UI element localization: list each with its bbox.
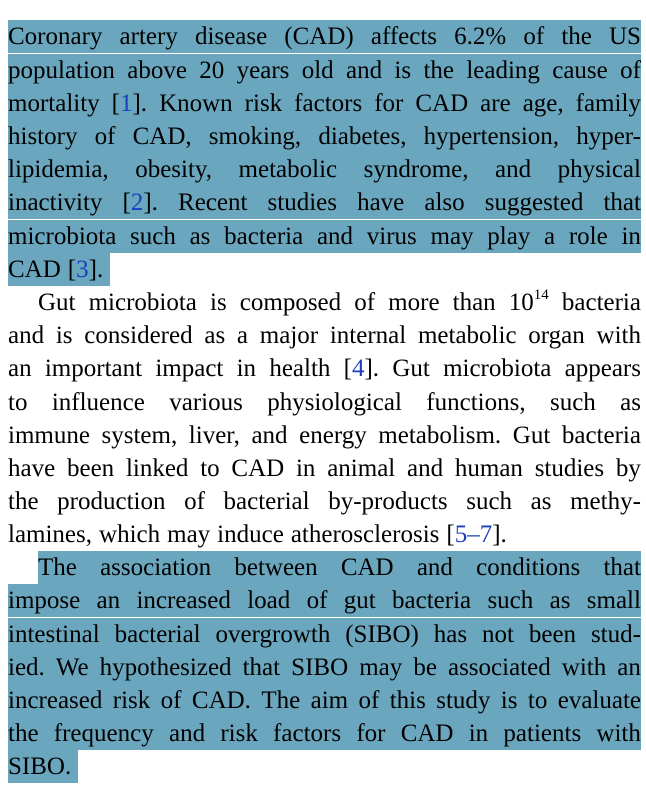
citation: [5–7]. <box>446 521 507 548</box>
citation: [2]. <box>122 189 158 216</box>
word: a <box>544 223 556 250</box>
word: such <box>549 389 596 416</box>
word: have <box>357 189 405 216</box>
word: in <box>621 223 641 250</box>
word: syndrome, <box>363 156 469 183</box>
word: cause <box>552 57 608 84</box>
word: influence <box>51 389 145 416</box>
word: to <box>200 455 220 482</box>
exponent: 14 <box>533 287 549 303</box>
word: of <box>523 23 545 50</box>
word: this <box>389 687 426 714</box>
word: factors <box>294 90 363 117</box>
word: between <box>234 554 318 581</box>
word: as <box>189 223 211 250</box>
word: been <box>66 455 115 482</box>
word: aim <box>310 687 349 714</box>
word: energy <box>299 422 367 449</box>
word: ied. <box>8 654 45 681</box>
word: SIBO <box>291 654 349 681</box>
word: to <box>8 389 28 416</box>
word: of <box>160 687 182 714</box>
word: bacteria <box>224 223 304 250</box>
word: hypothesized <box>99 654 232 681</box>
p1-line-7 <box>8 220 641 253</box>
word: metabolic <box>238 156 338 183</box>
word: old <box>301 57 334 84</box>
word: factors <box>273 720 342 747</box>
word: to <box>527 687 548 714</box>
word: metabolism. <box>378 422 502 449</box>
word: Coronary <box>8 23 103 50</box>
word: are <box>480 90 511 117</box>
word: overgrowth <box>215 621 331 648</box>
word: for <box>374 90 404 117</box>
word: artery <box>119 23 178 50</box>
word: population <box>8 57 115 84</box>
word: bacteria <box>561 289 641 316</box>
word: and <box>251 422 288 449</box>
p2-line-4 <box>8 386 641 419</box>
word: bacteria <box>561 422 641 449</box>
word: is <box>394 57 412 84</box>
word: affects <box>370 23 438 50</box>
word: as <box>530 488 552 515</box>
p2-line-1 <box>8 286 641 319</box>
word: hyper- <box>576 123 641 150</box>
word: the <box>561 23 592 50</box>
word: is <box>210 289 227 316</box>
p3-line-5 <box>8 684 641 717</box>
word: system, <box>101 422 178 449</box>
word: (CAD) <box>284 23 354 50</box>
p2-line-3 <box>8 352 641 385</box>
word: of <box>184 488 205 515</box>
p1-line-2 <box>8 54 641 87</box>
word: above <box>127 57 187 84</box>
word: microbiota <box>8 223 117 250</box>
word: health <box>269 355 331 382</box>
word: induce <box>217 521 284 548</box>
word: mortality <box>8 90 100 117</box>
word: increased <box>8 687 103 714</box>
word: (SIBO) <box>345 621 419 648</box>
word: CAD <box>340 554 394 581</box>
word: in <box>295 455 316 482</box>
word: leading <box>466 57 540 84</box>
word: with <box>561 654 607 681</box>
word: and <box>345 57 383 84</box>
word: microbiota <box>88 289 197 316</box>
word: small <box>586 587 641 614</box>
word: Known <box>159 90 233 117</box>
word: such <box>487 587 534 614</box>
word: which <box>99 521 161 548</box>
p1-line-1 <box>8 20 641 53</box>
word: risk <box>112 687 151 714</box>
word: than <box>452 289 496 316</box>
word: The <box>38 554 77 581</box>
word: lipidemia, <box>8 156 109 183</box>
word: and <box>168 720 206 747</box>
word: as <box>204 322 226 349</box>
word: increased <box>136 587 231 614</box>
word: lamines, <box>8 521 93 548</box>
word: may <box>359 654 403 681</box>
word: conditions <box>476 554 581 581</box>
word: gut <box>343 587 376 614</box>
word: production <box>57 488 166 515</box>
word: may <box>167 521 211 548</box>
word: bacterial <box>114 621 201 648</box>
word: important <box>44 355 143 382</box>
word: appears <box>564 355 641 382</box>
word: impact <box>155 355 224 382</box>
word: that <box>242 654 281 681</box>
word: by-products <box>328 488 448 515</box>
word: Gut <box>38 289 76 316</box>
p3-line-4 <box>8 651 641 684</box>
word: been <box>528 621 577 648</box>
word: with <box>596 720 641 747</box>
word: considered <box>84 322 193 349</box>
word: studies <box>267 189 337 216</box>
word: risk <box>244 90 283 117</box>
p3-line-1 <box>8 551 641 584</box>
word: such <box>466 488 513 515</box>
word: the <box>8 488 39 515</box>
word: a <box>236 322 249 349</box>
word: We <box>55 654 89 681</box>
word: of <box>620 57 641 84</box>
word: as <box>549 587 571 614</box>
word: physiological <box>267 389 402 416</box>
word: Recent <box>178 189 248 216</box>
word: years <box>236 57 290 84</box>
word: by <box>615 455 641 482</box>
word: associated <box>447 654 551 681</box>
p1-line-8 <box>8 253 110 286</box>
word: Gut <box>392 355 430 382</box>
word: virus <box>366 223 417 250</box>
word: disease <box>194 23 268 50</box>
p3-line-2 <box>8 584 641 617</box>
word: bacteria <box>392 587 472 614</box>
word: composed <box>239 289 342 316</box>
word: that <box>603 554 641 581</box>
word: bacterial <box>223 488 310 515</box>
word: suggested <box>484 189 584 216</box>
word: impose <box>8 587 81 614</box>
word: of <box>354 289 376 316</box>
word: for <box>356 720 386 747</box>
word: of <box>358 687 380 714</box>
word: and <box>8 322 45 349</box>
word: CAD <box>8 256 61 283</box>
word: immune <box>8 422 90 449</box>
p1-line-6 <box>8 186 641 219</box>
word: study <box>436 687 491 714</box>
word: as <box>620 389 641 416</box>
word: have <box>8 455 56 482</box>
word: animal <box>327 455 396 482</box>
citation: [4]. <box>343 355 380 382</box>
word: linked <box>125 455 189 482</box>
word: The <box>261 687 301 714</box>
word: metabolic <box>417 322 517 349</box>
word: an <box>8 355 32 382</box>
word: also <box>424 189 465 216</box>
word: in <box>468 720 489 747</box>
p3-line-3 <box>8 618 641 651</box>
word: role <box>568 223 608 250</box>
word: risk <box>220 720 258 747</box>
word: obesity, <box>135 156 213 183</box>
p1-line-5 <box>8 153 641 186</box>
word: intestinal <box>8 621 100 648</box>
word: functions, <box>426 389 526 416</box>
word: methy- <box>570 488 641 515</box>
word: atherosclerosis <box>290 521 440 548</box>
word: microbiota <box>443 355 552 382</box>
word: of <box>94 123 116 150</box>
p2-line-6 <box>8 452 641 485</box>
citation: [3]. <box>67 256 104 283</box>
p3-line-6 <box>8 717 641 750</box>
word: more <box>388 289 440 316</box>
word: evaluate <box>557 687 641 714</box>
p1-line-4 <box>8 120 641 153</box>
word: inactivity <box>8 189 103 216</box>
word: be <box>413 654 437 681</box>
word: and <box>416 554 453 581</box>
word: hypertension, <box>423 123 560 150</box>
p2-line-7 <box>8 485 641 518</box>
word: age, <box>522 90 564 117</box>
word: not <box>481 621 514 648</box>
word: is <box>55 322 73 349</box>
word: the <box>8 720 39 747</box>
word: the <box>423 57 454 84</box>
p3-line-7 <box>8 750 78 783</box>
word: internal <box>329 322 407 349</box>
word: play <box>487 223 531 250</box>
p2-line-2 <box>8 319 641 352</box>
word: in <box>236 355 257 382</box>
word: of <box>306 587 328 614</box>
word: organ <box>528 322 585 349</box>
word: association <box>100 554 212 581</box>
word: studies <box>534 455 605 482</box>
word: SIBO. <box>8 753 72 780</box>
word: with <box>596 322 641 349</box>
word: an <box>617 654 641 681</box>
word: 6.2% <box>454 23 507 50</box>
p2-line-5 <box>8 419 641 452</box>
word: history <box>8 123 78 150</box>
word: an <box>96 587 121 614</box>
word: US <box>608 23 641 50</box>
word: physical <box>557 156 641 183</box>
word: and <box>407 455 444 482</box>
word: family <box>575 90 641 117</box>
word: CAD. <box>191 687 251 714</box>
word: Gut <box>512 422 551 449</box>
word: and <box>495 156 532 183</box>
word: CAD <box>231 455 285 482</box>
word: is <box>500 687 518 714</box>
word: major <box>259 322 319 349</box>
word: load <box>247 587 291 614</box>
word: liver, <box>188 422 240 449</box>
word: and <box>316 223 354 250</box>
word: stud- <box>590 621 641 648</box>
word: 20 <box>199 57 225 84</box>
word: may <box>430 223 474 250</box>
p2-line-8 <box>8 518 641 551</box>
word: patients <box>503 720 582 747</box>
citation: [1]. <box>111 90 148 117</box>
word: diabetes, <box>318 123 407 150</box>
word: smoking, <box>208 123 302 150</box>
word: CAD, <box>132 123 192 150</box>
word: CAD <box>415 90 469 117</box>
word: human <box>454 455 523 482</box>
word: various <box>169 389 243 416</box>
word: such <box>130 223 176 250</box>
p1-line-3 <box>8 87 641 120</box>
word: $10^{14}$ <box>508 287 549 316</box>
word: that <box>603 189 641 216</box>
word: has <box>433 621 468 648</box>
word: CAD <box>400 720 454 747</box>
word: frequency <box>53 720 154 747</box>
